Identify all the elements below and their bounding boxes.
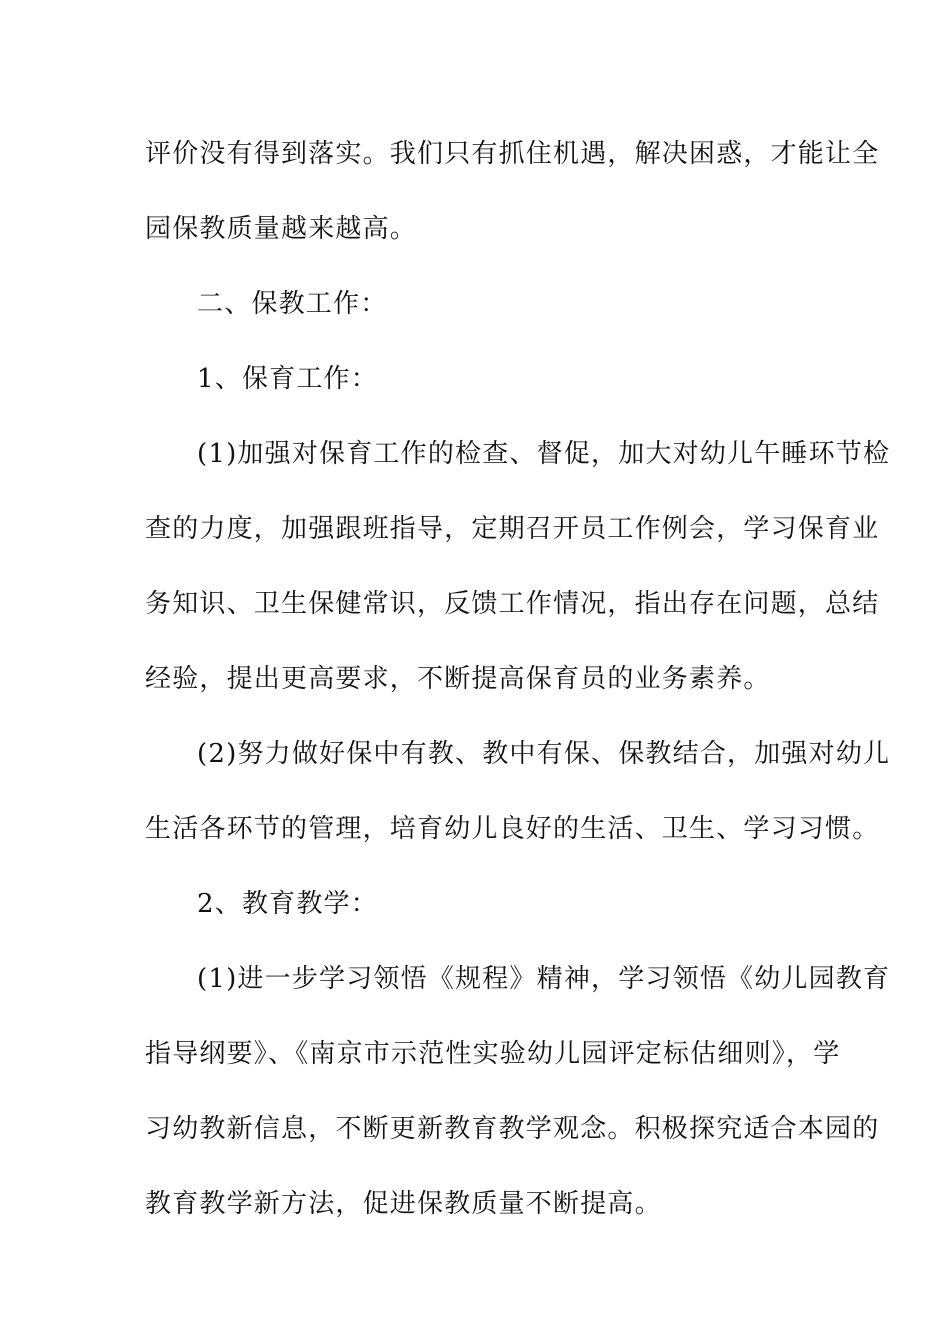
section-heading: 二、保教工作：: [197, 289, 388, 319]
text-line: 查的力度，加强跟班指导，定期召开员工作例会，学习保育业: [145, 514, 880, 544]
text-line: 指导纲要》、《南京市示范性实验幼儿园评定标估细则》，学: [145, 1039, 841, 1069]
text-line: (1)进一步学习领悟《规程》精神，学习领悟《幼儿园教育: [197, 964, 891, 994]
text-line: 园保教质量越来越高。: [145, 214, 418, 244]
subsection-heading: 1、保育工作：: [197, 364, 378, 394]
document-body: [145, 124, 891, 1249]
text-line: 务知识、卫生保健常识，反馈工作情况，指出存在问题，总结: [145, 589, 880, 619]
subsection-heading: 2、教育教学：: [197, 889, 378, 919]
text-line: 评价没有得到落实。我们只有抓住机遇，解决困惑，才能让全: [145, 139, 880, 169]
text-line: 经验，提出更高要求，不断提高保育员的业务素养。: [145, 664, 771, 694]
text-line: (2)努力做好保中有教、教中有保、保教结合，加强对幼儿: [197, 739, 891, 769]
text-line: 生活各环节的管理，培育幼儿良好的生活、卫生、学习习惯。: [145, 814, 880, 844]
text-line: 习幼教新信息，不断更新教育教学观念。积极探究适合本园的: [145, 1114, 880, 1144]
text-line: (1)加强对保育工作的检查、督促，加大对幼儿午睡环节检: [197, 439, 891, 469]
text-line: 教育教学新方法，促进保教质量不断提高。: [145, 1189, 662, 1219]
